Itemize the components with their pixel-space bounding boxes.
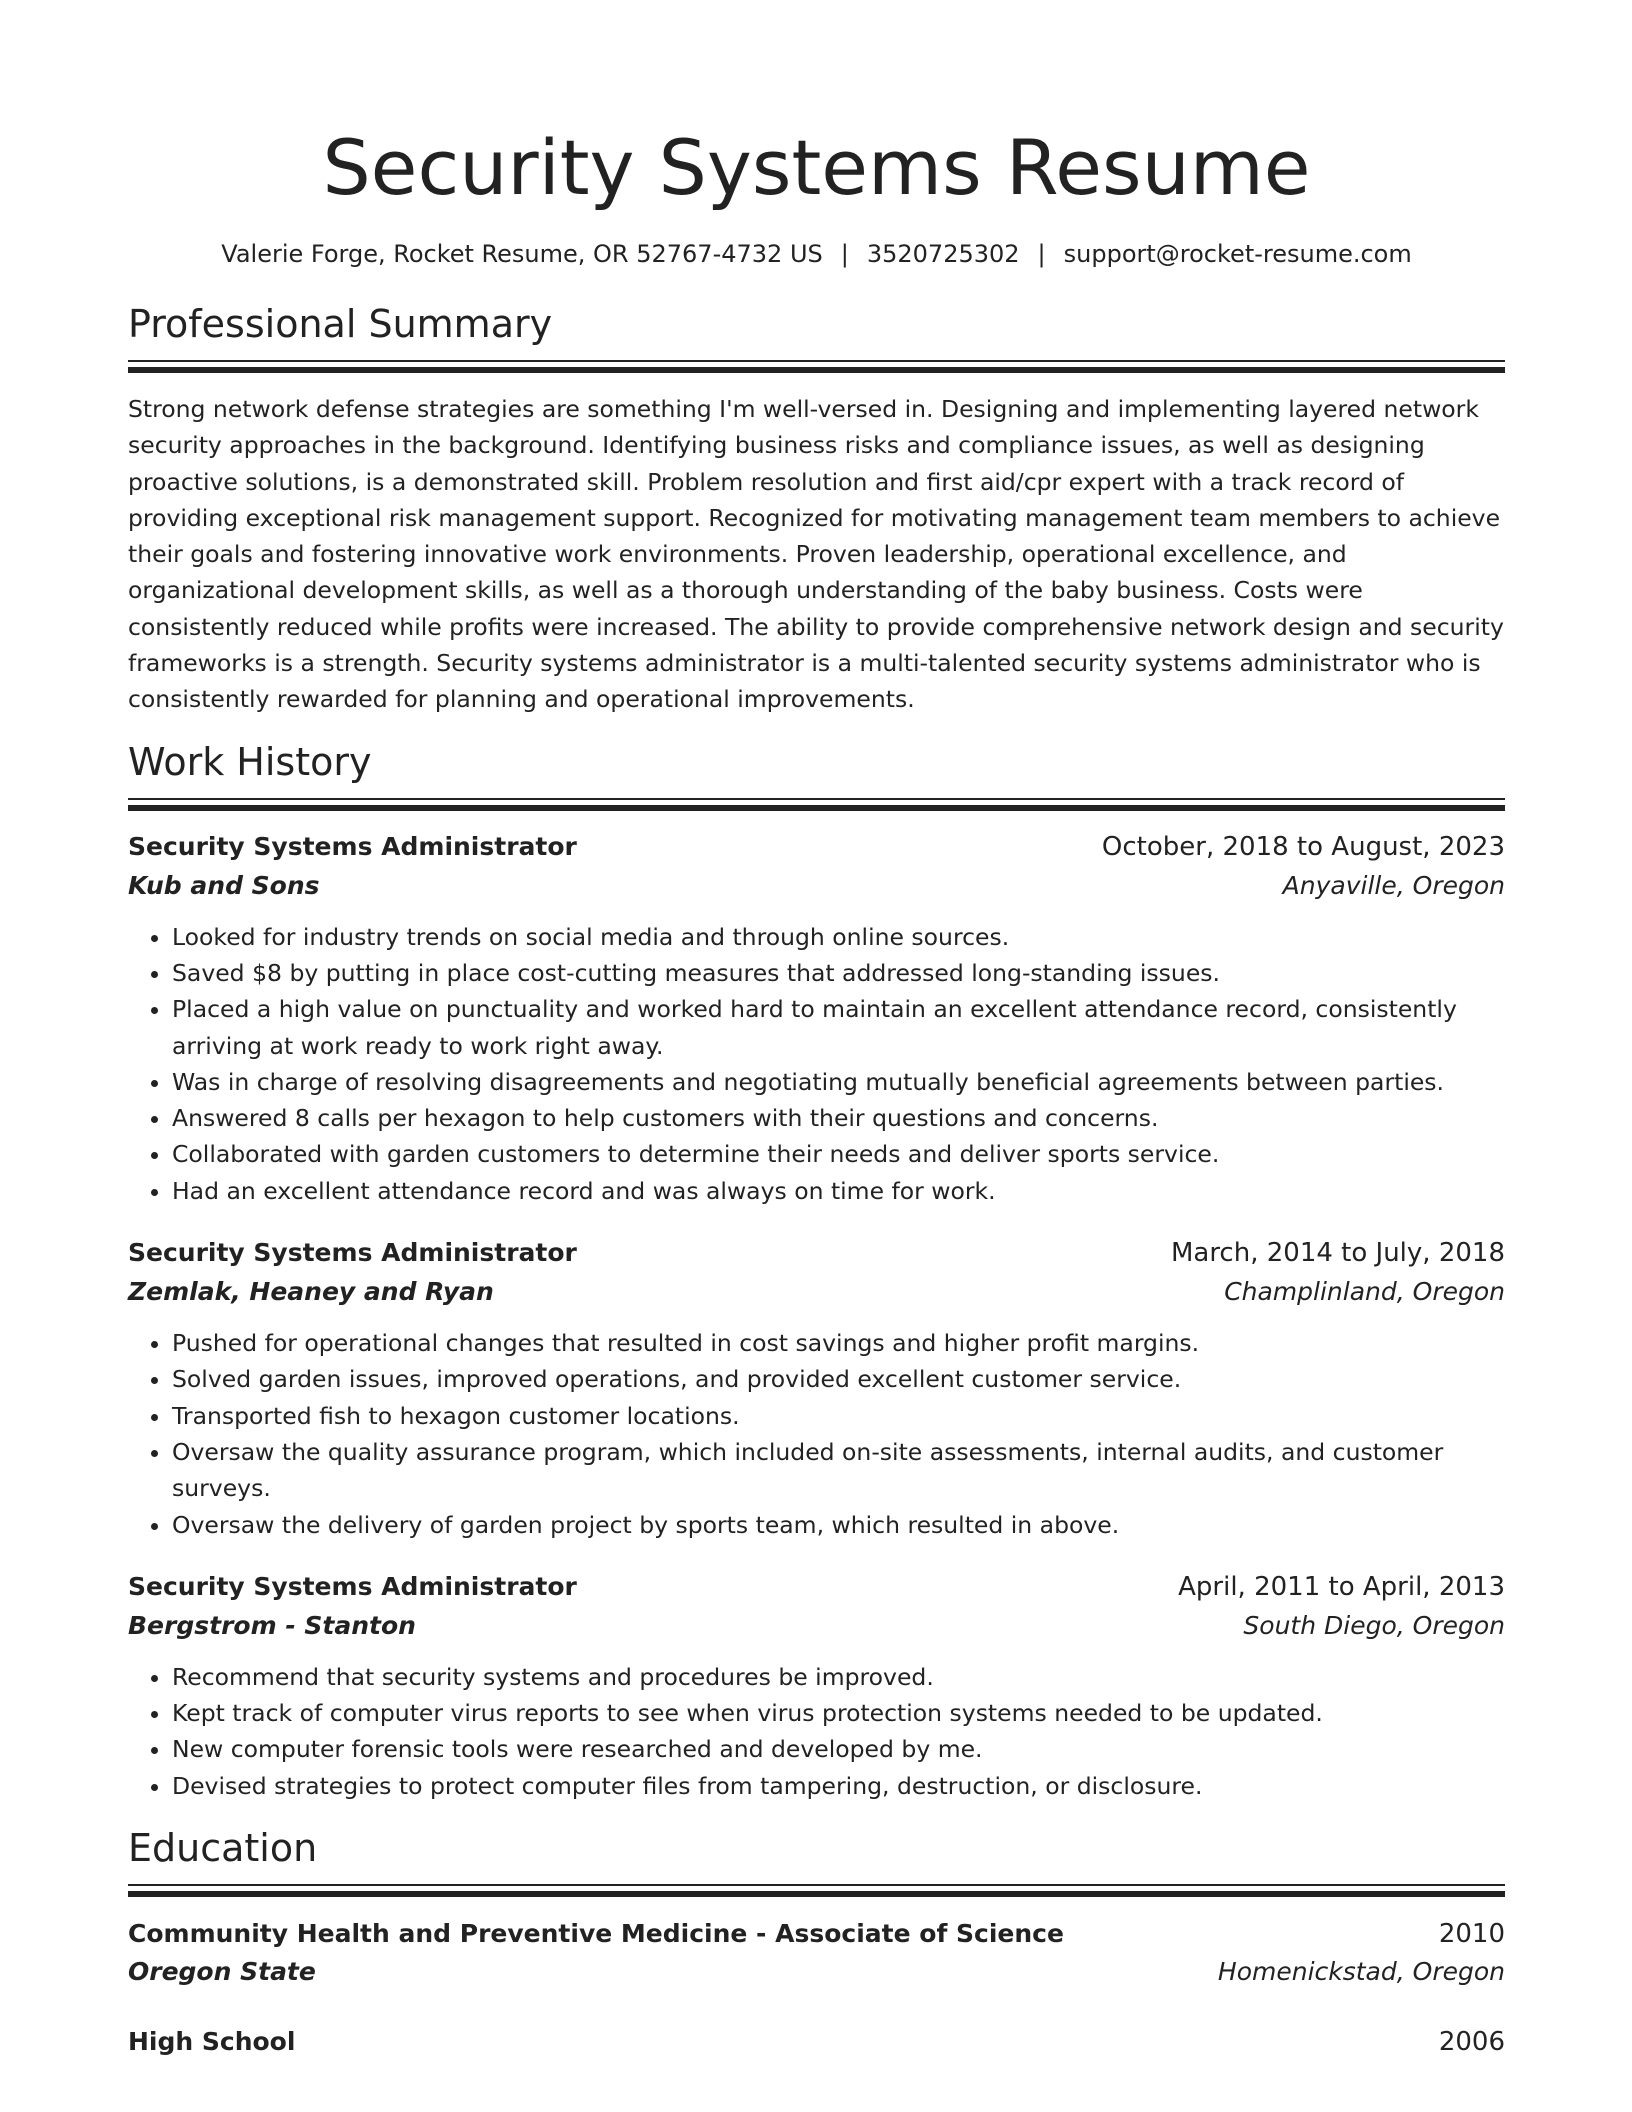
section-heading-work-history: Work History <box>128 739 372 784</box>
contact-address: Valerie Forge, Rocket Resume, OR 52767-4732 US <box>221 240 823 268</box>
job-dates: March, 2014 to July, 2018 <box>1170 1238 1505 1269</box>
job-bullet: • Saved $8 by putting in place cost-cutting measures that addressed long-standing issues. <box>172 955 1505 991</box>
section-divider <box>128 798 1505 811</box>
job-company: Zemlak, Heaney and Ryan <box>128 1277 494 1307</box>
job-title: Security Systems Administrator <box>128 831 577 861</box>
job-bullet: • Devised strategies to protect computer files from tampering, destruction, or disclosure. <box>172 1768 1505 1804</box>
education-degree: Community Health and Preventive Medicine - Associate of Science <box>128 1919 1064 1949</box>
education-subheader <box>128 1953 1505 1991</box>
job-bullet: • Solved garden issues, improved operations, and provided excellent customer service. <box>172 1361 1505 1397</box>
job-bullets <box>128 1325 1505 1543</box>
education-location: Homenickstad, Oregon <box>1217 1957 1505 1987</box>
job-bullet: • Transported fish to hexagon customer locations. <box>172 1398 1505 1434</box>
job-title: Security Systems Administrator <box>128 1238 577 1268</box>
job-location: South Diego, Oregon <box>1243 1610 1505 1640</box>
education-header <box>128 1915 1505 1953</box>
job-header <box>128 827 1505 867</box>
contact-separator: | <box>1037 240 1046 268</box>
education-header <box>128 2023 1505 2061</box>
job-dates: April, 2011 to April, 2013 <box>1178 1571 1505 1602</box>
education-entry <box>128 2023 1505 2061</box>
job-bullet: • Answered 8 calls per hexagon to help customers with their questions and concerns. <box>172 1100 1505 1136</box>
job-entry <box>128 1233 1505 1543</box>
resume-title: Security Systems Resume <box>322 123 1311 212</box>
job-bullet: • Was in charge of resolving disagreements and negotiating mutually beneficial agreements between parties. <box>172 1064 1505 1100</box>
work-history-section <box>128 738 1505 1804</box>
job-location: Anyaville, Oregon <box>1282 870 1505 900</box>
job-company: Bergstrom - Stanton <box>128 1610 416 1640</box>
section-divider <box>128 360 1505 373</box>
job-location: Champlinland, Oregon <box>1224 1277 1505 1307</box>
summary-section <box>128 300 1505 718</box>
education-school: Oregon State <box>128 1957 316 1987</box>
job-bullet: • Placed a high value on punctuality and worked hard to maintain an excellent attendance record, consistently arriving at work ready to work right away. <box>172 991 1505 1064</box>
summary-text: Strong network defense strategies are something I'm well-versed in. Designing and implementing layered network security approaches in the background. Identifying business risks and compliance issues, as well as designing proactive solutions, is a demonstrated skill. Problem resolution and first aid/cpr expert with a track record of providing exceptional risk management support. Recognized for motivating management team members to achieve their goals and fostering innovative work environments. Proven leadership, operational excellence, and organizational development skills, as well as a thorough understanding of the baby business. Costs were consistently reduced while profits were increased. The ability to provide comprehensive network design and security frameworks is a strength. Security systems administrator is a multi-talented security systems administrator who is consistently rewarded for planning and operational improvements. <box>128 395 1504 714</box>
section-heading-education: Education <box>128 1826 318 1871</box>
section-divider <box>128 1884 1505 1897</box>
job-bullet: • New computer forensic tools were researched and developed by me. <box>172 1731 1505 1767</box>
job-bullets <box>128 1659 1505 1804</box>
job-subheader <box>128 1273 1505 1311</box>
job-bullet: • Pushed for operational changes that resulted in cost savings and higher profit margins. <box>172 1325 1505 1361</box>
job-bullets <box>128 919 1505 1209</box>
education-section <box>128 1824 1505 2061</box>
job-header <box>128 1233 1505 1273</box>
job-title: Security Systems Administrator <box>128 1571 577 1601</box>
education-year: 2010 <box>1438 1919 1505 1950</box>
job-bullet: • Had an excellent attendance record and was always on time for work. <box>172 1173 1505 1209</box>
job-entry <box>128 1567 1505 1804</box>
job-subheader <box>128 1607 1505 1645</box>
contact-email: support@rocket-resume.com <box>1063 240 1412 268</box>
education-degree: High School <box>128 2027 296 2057</box>
education-entry <box>128 1915 1505 1991</box>
education-year: 2006 <box>1438 2027 1505 2058</box>
contact-separator: | <box>840 240 849 268</box>
job-bullet: • Oversaw the quality assurance program, which included on-site assessments, internal audits, and customer surveys. <box>172 1434 1505 1507</box>
job-bullet: • Looked for industry trends on social media and through online sources. <box>172 919 1505 955</box>
job-bullet: • Recommend that security systems and procedures be improved. <box>172 1659 1505 1695</box>
contact-line <box>128 238 1505 270</box>
contact-phone: 3520725302 <box>866 240 1020 268</box>
job-bullet: • Oversaw the delivery of garden project by sports team, which resulted in above. <box>172 1507 1505 1543</box>
job-company: Kub and Sons <box>128 870 320 900</box>
job-entry <box>128 827 1505 1209</box>
job-dates: October, 2018 to August, 2023 <box>1101 831 1505 862</box>
resume-page <box>128 0 1505 2061</box>
job-bullet: • Collaborated with garden customers to determine their needs and deliver sports service. <box>172 1136 1505 1172</box>
section-heading-summary: Professional Summary <box>128 302 553 346</box>
job-header <box>128 1567 1505 1607</box>
job-subheader <box>128 867 1505 905</box>
job-bullet: • Kept track of computer virus reports to see when virus protection systems needed to be updated. <box>172 1695 1505 1731</box>
